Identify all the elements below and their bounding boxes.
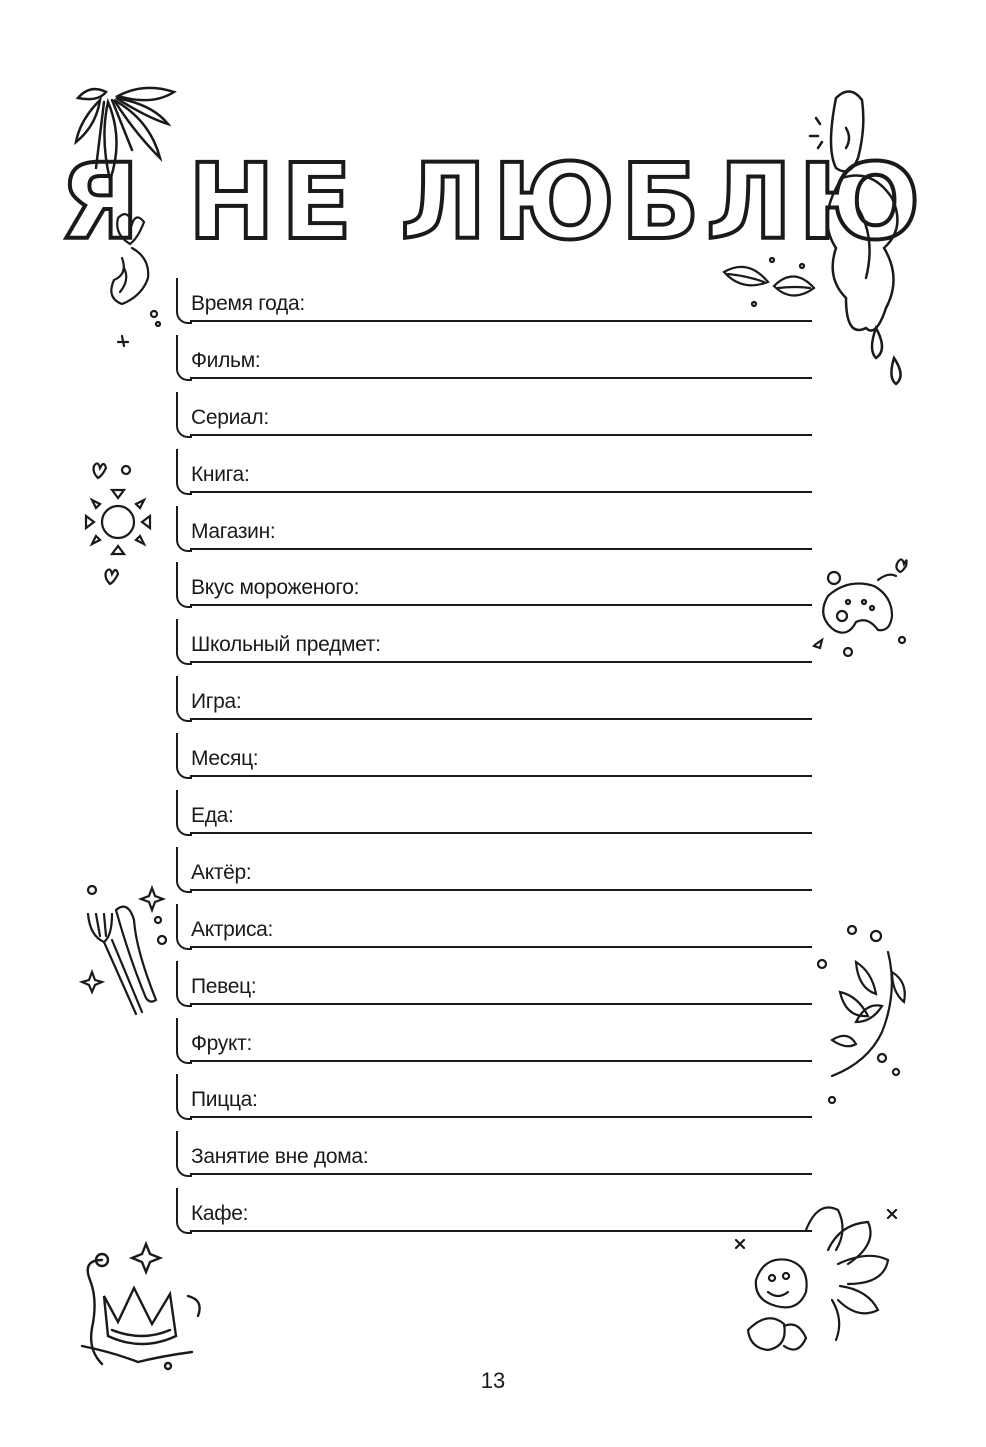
fork-knife-icon <box>82 880 172 1020</box>
form-row[interactable] <box>176 1066 812 1123</box>
gamepad-icon <box>808 556 908 666</box>
form-row-label: Месяц: <box>191 747 259 771</box>
form-row[interactable] <box>176 554 812 611</box>
form-row-label: Книга: <box>191 462 250 486</box>
form-row[interactable] <box>176 953 812 1010</box>
form-row[interactable] <box>176 270 812 327</box>
form-row[interactable] <box>176 896 812 953</box>
form-row[interactable] <box>176 327 812 384</box>
form-row-label: Еда: <box>191 804 234 828</box>
form-row-label: Пицца: <box>191 1088 258 1112</box>
form-row[interactable] <box>176 1180 812 1237</box>
form-row-label: Игра: <box>191 690 242 714</box>
form-row-label: Фрукт: <box>191 1031 252 1055</box>
plant-character-icon <box>728 1200 908 1365</box>
form-row[interactable] <box>176 725 812 782</box>
fill-in-form <box>176 270 812 1237</box>
form-row[interactable] <box>176 384 812 441</box>
paint-splash-icon <box>806 88 916 388</box>
flower-petals-icon <box>70 80 180 190</box>
form-row-label: Занятие вне дома: <box>191 1145 369 1169</box>
form-row[interactable] <box>176 441 812 498</box>
crown-icon <box>72 1240 212 1370</box>
form-row[interactable] <box>176 611 812 668</box>
heart-drops-icon <box>98 208 168 358</box>
branch-icon <box>812 922 912 1102</box>
form-row-label: Время года: <box>191 292 305 315</box>
form-row-label: Актёр: <box>191 860 252 884</box>
form-row-label: Актриса: <box>191 917 274 941</box>
form-row[interactable] <box>176 839 812 896</box>
form-row[interactable] <box>176 1123 812 1180</box>
form-row-label: Магазин: <box>191 519 276 543</box>
form-row-label: Вкус мороженого: <box>191 576 360 600</box>
page-number: 13 <box>480 1368 506 1393</box>
form-row[interactable] <box>176 1010 812 1067</box>
form-row[interactable] <box>176 498 812 555</box>
form-row-label: Кафе: <box>191 1202 249 1226</box>
form-row-label: Сериал: <box>191 405 269 429</box>
form-row[interactable] <box>176 782 812 839</box>
leaves-icon <box>718 252 818 312</box>
page-title: Я НЕ ЛЮБЛЮ <box>59 141 927 263</box>
form-row[interactable] <box>176 668 812 725</box>
form-row-label: Фильм: <box>191 348 261 372</box>
form-row-label: Певец: <box>191 974 257 998</box>
sun-icon <box>82 458 162 588</box>
form-row-label: Школьный предмет: <box>191 633 381 657</box>
